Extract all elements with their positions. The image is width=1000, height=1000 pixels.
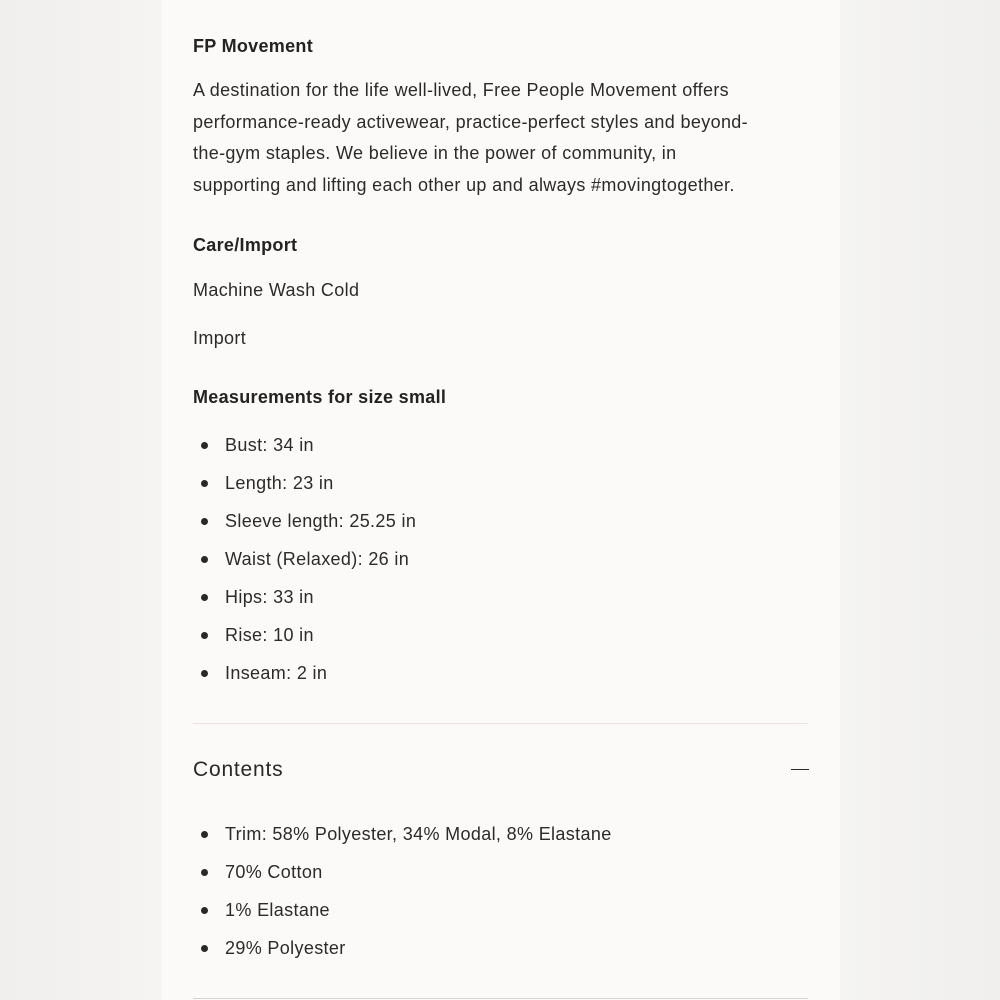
bullet-icon [201, 632, 208, 639]
list-item [193, 898, 612, 936]
fp-description-line: performance-ready activewear, practice-perfect styles and beyond- [193, 111, 749, 132]
contents-accordion-title: Contents [193, 758, 284, 781]
left-backdrop [0, 0, 162, 1000]
list-item [193, 471, 416, 509]
bottom-divider [193, 998, 808, 999]
fp-description-line: supporting and lifting each other up and always #movingtogether. [193, 175, 735, 196]
list-item [193, 509, 416, 547]
bullet-icon [201, 670, 208, 677]
measurement-text: Hips: 33 in [225, 587, 314, 607]
list-item [193, 936, 612, 974]
bullet-icon [201, 480, 208, 487]
measurement-text: Bust: 34 in [225, 435, 314, 455]
list-item [193, 585, 416, 623]
measurement-text: Length: 23 in [225, 473, 334, 493]
list-item [193, 822, 612, 860]
list-item [193, 860, 612, 898]
fp-movement-description [193, 75, 809, 202]
care-import-heading: Care/Import [193, 235, 298, 255]
bullet-icon [201, 831, 208, 838]
fp-description-line: the-gym staples. We believe in the power of community, in [193, 143, 677, 164]
product-details-panel [162, 0, 840, 1000]
contents-list [193, 822, 612, 974]
content-text: 29% Polyester [225, 938, 346, 958]
section-divider [193, 723, 808, 724]
list-item [193, 547, 416, 585]
content-text: Trim: 58% Polyester, 34% Modal, 8% Elastane [225, 824, 612, 844]
bullet-icon [201, 556, 208, 563]
fp-movement-heading: FP Movement [193, 36, 313, 56]
bullet-icon [201, 869, 208, 876]
right-backdrop [838, 0, 1000, 1000]
list-item [193, 433, 416, 471]
origin-text: Import [193, 328, 247, 348]
care-instruction: Machine Wash Cold [193, 280, 360, 300]
measurement-text: Sleeve length: 25.25 in [225, 511, 417, 531]
measurement-text: Inseam: 2 in [225, 663, 328, 683]
content-text: 1% Elastane [225, 900, 330, 920]
bullet-icon [201, 518, 208, 525]
list-item [193, 661, 416, 699]
contents-accordion-toggle[interactable] [193, 752, 809, 790]
fp-description-line: A destination for the life well-lived, Free People Movement offers [193, 80, 730, 100]
content-text: 70% Cotton [225, 862, 323, 882]
bullet-icon [201, 442, 208, 449]
bullet-icon [201, 594, 208, 601]
bullet-icon [201, 907, 208, 914]
measurements-heading: Measurements for size small [193, 387, 447, 407]
measurement-text: Rise: 10 in [225, 625, 314, 645]
measurements-list [193, 433, 416, 699]
minus-icon[interactable] [791, 769, 809, 770]
measurement-text: Waist (Relaxed): 26 in [225, 549, 410, 569]
list-item [193, 623, 416, 661]
bullet-icon [201, 945, 208, 952]
